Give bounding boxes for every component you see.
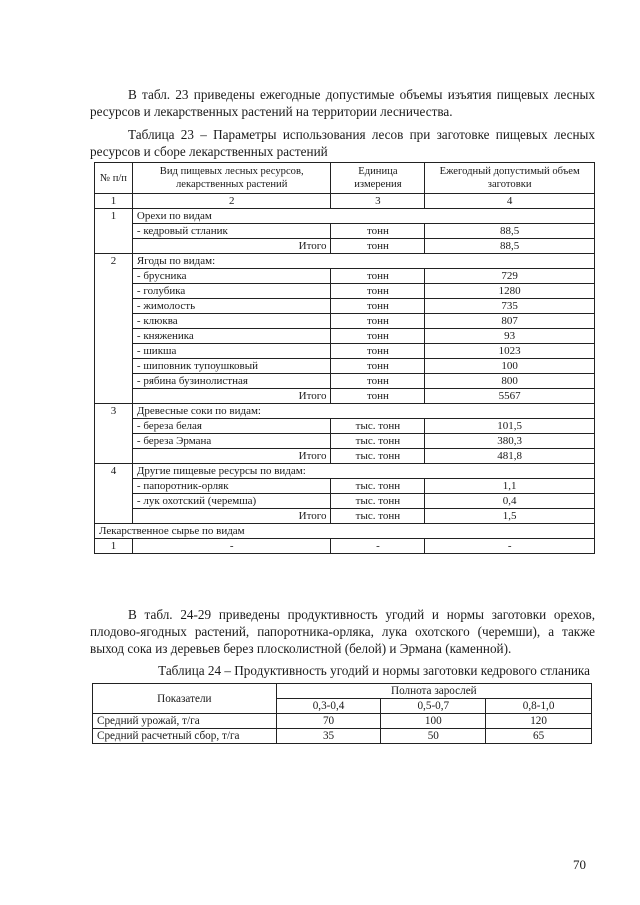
cell-value: 50 <box>381 729 486 744</box>
group-title: Орехи по видам <box>132 209 594 224</box>
value-cell: 807 <box>425 314 595 329</box>
colnum: 2 <box>132 194 331 209</box>
unit-cell: тонн <box>331 344 425 359</box>
table-row <box>95 314 595 329</box>
table-row <box>95 434 595 449</box>
table-row <box>95 404 595 419</box>
table-row <box>95 419 595 434</box>
unit-cell: тонн <box>331 284 425 299</box>
subheader: 0,3-0,4 <box>276 699 381 714</box>
header-resource: Вид пищевых лесных ресурсов, лекарственных растений <box>132 163 331 194</box>
group-title: Другие пищевые ресурсы по видам: <box>132 464 594 479</box>
value-cell: 0,4 <box>425 494 595 509</box>
table-row <box>95 254 595 269</box>
intro-paragraph: В табл. 23 приведены ежегодные допустимые объемы изъятия пищевых лесных ресурсов и лекарственных растений на территории лесничества. <box>90 87 595 119</box>
value-cell: 800 <box>425 374 595 389</box>
total-unit: тонн <box>331 389 425 404</box>
table-row <box>95 539 595 554</box>
total-value: 481,8 <box>425 449 595 464</box>
resource-name: - жимолость <box>132 299 331 314</box>
table-row <box>95 284 595 299</box>
table-row <box>93 714 592 729</box>
unit-cell: тыс. тонн <box>331 494 425 509</box>
table-row <box>93 729 592 744</box>
total-label: Итого <box>132 389 331 404</box>
subheader: 0,8-1,0 <box>486 699 592 714</box>
total-value: 1,5 <box>425 509 595 524</box>
table-24 <box>92 683 592 744</box>
table-row <box>95 479 595 494</box>
total-value: 88,5 <box>425 239 595 254</box>
table-row <box>95 239 595 254</box>
cell-value: 65 <box>486 729 592 744</box>
medicinal-unit: - <box>331 539 425 554</box>
table-row <box>95 494 595 509</box>
total-label: Итого <box>132 449 331 464</box>
group-number: 3 <box>95 404 133 464</box>
header-num: № п/п <box>95 163 133 194</box>
subheader: 0,5-0,7 <box>381 699 486 714</box>
unit-cell: тыс. тонн <box>331 419 425 434</box>
total-unit: тыс. тонн <box>331 449 425 464</box>
colnum: 4 <box>425 194 595 209</box>
total-label: Итого <box>132 509 331 524</box>
medicinal-num: 1 <box>95 539 133 554</box>
value-cell: 100 <box>425 359 595 374</box>
resource-name: - голубика <box>132 284 331 299</box>
table-row <box>95 389 595 404</box>
unit-cell: тонн <box>331 374 425 389</box>
unit-cell: тонн <box>331 329 425 344</box>
table-row <box>95 329 595 344</box>
header-unit: Единица измерения <box>331 163 425 194</box>
total-value: 5567 <box>425 389 595 404</box>
header-density: Полнота зарослей <box>276 684 591 699</box>
resource-name: - папоротник-орляк <box>132 479 331 494</box>
unit-cell: тыс. тонн <box>331 479 425 494</box>
header-indicators: Показатели <box>93 684 277 714</box>
total-unit: тыс. тонн <box>331 509 425 524</box>
cell-value: 100 <box>381 714 486 729</box>
table-24-caption: Таблица 24 – Продуктивность угодий и нормы заготовки кедрового стланика <box>158 663 590 678</box>
table-row <box>95 269 595 284</box>
colnum: 1 <box>95 194 133 209</box>
group-number: 1 <box>95 209 133 254</box>
value-cell: 729 <box>425 269 595 284</box>
group-title: Ягоды по видам: <box>132 254 594 269</box>
unit-cell: тонн <box>331 359 425 374</box>
unit-cell: тонн <box>331 269 425 284</box>
page-number: 70 <box>573 857 586 872</box>
table-row <box>95 224 595 239</box>
cell-value: 35 <box>276 729 381 744</box>
value-cell: 101,5 <box>425 419 595 434</box>
total-label: Итого <box>132 239 331 254</box>
resource-name: - княженика <box>132 329 331 344</box>
value-cell: 1,1 <box>425 479 595 494</box>
row-label: Средний урожай, т/га <box>93 714 277 729</box>
cell-value: 120 <box>486 714 592 729</box>
medicinal-value: - <box>425 539 595 554</box>
resource-name: - шикша <box>132 344 331 359</box>
table-row <box>95 299 595 314</box>
resource-name: - кедровый стланик <box>132 224 331 239</box>
resource-name: - береза Эрмана <box>132 434 331 449</box>
value-cell: 735 <box>425 299 595 314</box>
header-volume: Ежегодный допустимый объем заготовки <box>425 163 595 194</box>
resource-name: - береза белая <box>132 419 331 434</box>
colnum: 3 <box>331 194 425 209</box>
table-23 <box>94 162 595 554</box>
table-row <box>95 449 595 464</box>
resource-name: - клюква <box>132 314 331 329</box>
value-cell: 88,5 <box>425 224 595 239</box>
table-23-caption: Таблица 23 – Параметры использования лесов при заготовке пищевых лесных ресурсов и сборе лекарственных растений <box>90 127 595 159</box>
row-label: Средний расчетный сбор, т/га <box>93 729 277 744</box>
table-row <box>95 209 595 224</box>
table-row <box>95 524 595 539</box>
group-number: 4 <box>95 464 133 524</box>
table-row <box>95 464 595 479</box>
table-row <box>95 509 595 524</box>
group-title: Древесные соки по видам: <box>132 404 594 419</box>
medicinal-title: Лекарственное сырье по видам <box>95 524 595 539</box>
unit-cell: тонн <box>331 224 425 239</box>
unit-cell: тонн <box>331 299 425 314</box>
table-row <box>95 359 595 374</box>
resource-name: - брусника <box>132 269 331 284</box>
value-cell: 1280 <box>425 284 595 299</box>
medicinal-name: - <box>132 539 331 554</box>
value-cell: 380,3 <box>425 434 595 449</box>
resource-name: - шиповник тупоушковый <box>132 359 331 374</box>
table-row <box>95 344 595 359</box>
group-number: 2 <box>95 254 133 404</box>
value-cell: 1023 <box>425 344 595 359</box>
value-cell: 93 <box>425 329 595 344</box>
total-unit: тонн <box>331 239 425 254</box>
table-row <box>95 374 595 389</box>
unit-cell: тыс. тонн <box>331 434 425 449</box>
cell-value: 70 <box>276 714 381 729</box>
unit-cell: тонн <box>331 314 425 329</box>
resource-name: - рябина бузинолистная <box>132 374 331 389</box>
resource-name: - лук охотский (черемша) <box>132 494 331 509</box>
paragraph-2: В табл. 24-29 приведены продуктивность угодий и нормы заготовки орехов, плодово-ягодных растений, папоротника-орляка, лука охотского (черемши), а также выход сока из деревьев берез плосколистной (белой) и Эрмана (каменной). <box>90 607 595 656</box>
